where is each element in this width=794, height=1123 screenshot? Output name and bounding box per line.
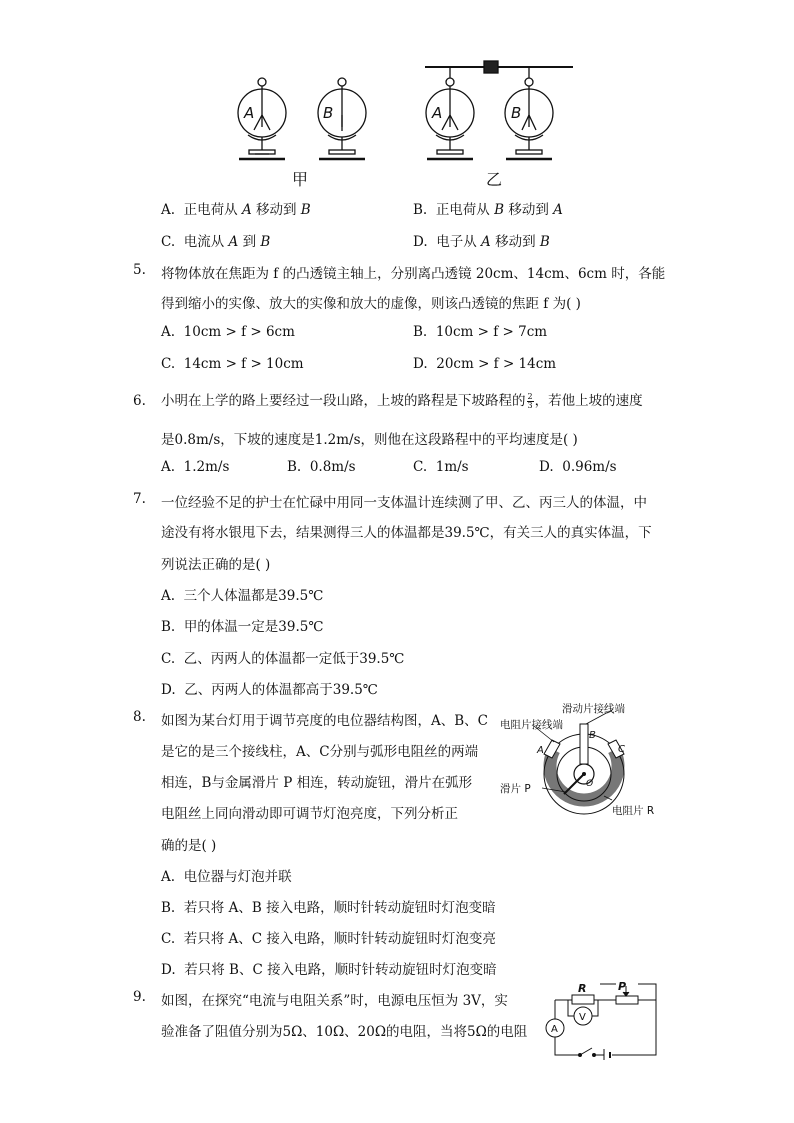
circuit-figure bbox=[540, 980, 662, 1060]
figure-label-yi: 乙 bbox=[486, 170, 503, 189]
q9-line-1: 如图，在探究“电流与电阻关系”时，电源电压恒为 3V，实 bbox=[161, 993, 508, 1009]
q8-line-4: 电阻丝上同向滑动即可调节灯泡亮度，下列分析正 bbox=[161, 806, 458, 822]
label-center-o: O bbox=[586, 779, 594, 789]
q8-option-c: C. 若只将 A、C 接入电路，顺时针转动旋钮时灯泡变亮 bbox=[161, 931, 496, 947]
q7-option-d: D. 乙、丙两人的体温都高于39.5℃ bbox=[161, 682, 378, 698]
q6-line-2: 是0.8m/s，下坡的速度是1.2m/s，则他在这段路程中的平均速度是( ) bbox=[161, 432, 578, 448]
label-resistor: 电阻片 R bbox=[612, 805, 655, 817]
q5-line-2: 得到缩小的实像、放大的实像和放大的虚像，则该凸透镜的焦距 f 为( ) bbox=[161, 296, 581, 312]
label-resistor-terminal: 电阻片接线端 bbox=[500, 719, 563, 731]
sphere-label-b: B bbox=[323, 104, 334, 122]
label-slider-terminal: 滑动片接线端 bbox=[562, 703, 625, 715]
q8-option-b: B. 若只将 A、B 接入电路，顺时针转动旋钮时灯泡变暗 bbox=[161, 900, 496, 916]
q5-option-a: A. 10cm > f > 6cm bbox=[161, 324, 295, 340]
q7-option-b: B. 甲的体温一定是39.5℃ bbox=[161, 619, 324, 635]
q5-line-1: 将物体放在焦距为 f 的凸透镜主轴上，分别离凸透镜 20cm、14cm、6cm 时，各能 bbox=[161, 266, 666, 282]
q7-number: 7. bbox=[133, 491, 146, 507]
circuit-label-p: P bbox=[618, 980, 627, 993]
q8-option-d: D. 若只将 B、C 接入电路，顺时针转动旋钮时灯泡变暗 bbox=[161, 962, 497, 978]
potentiometer-figure bbox=[500, 700, 670, 820]
figure-label-jia: 甲 bbox=[292, 170, 309, 189]
label-slider: 滑片 P bbox=[500, 783, 531, 795]
q4-option-a: A. 正电荷从 A 移动到 B bbox=[161, 202, 311, 218]
sphere-label-a: A bbox=[432, 104, 443, 122]
q7-line-1: 一位经验不足的护士在忙碌中用同一支体温计连续测了甲、乙、丙三人的体温，中 bbox=[161, 495, 647, 511]
q6-option-d: D. 0.96m/s bbox=[539, 459, 617, 475]
q7-line-3: 列说法正确的是( ) bbox=[161, 557, 271, 573]
q5-option-d: D. 20cm > f > 14cm bbox=[413, 356, 557, 372]
label-terminal-c: C bbox=[618, 744, 625, 755]
sphere-label-b: B bbox=[511, 104, 522, 122]
q7-option-a: A. 三个人体温都是39.5℃ bbox=[161, 588, 324, 604]
circuit-label-r: R bbox=[578, 982, 587, 995]
q6-option-a: A. 1.2m/s bbox=[161, 459, 230, 475]
q9-line-2: 验准备了阻值分别为5Ω、10Ω、20Ω的电阻，当将5Ω的电阻 bbox=[161, 1024, 528, 1040]
q5-number: 5. bbox=[133, 262, 146, 278]
q6-option-c: C. 1m/s bbox=[413, 459, 469, 475]
q4-option-c: C. 电流从 A 到 B bbox=[161, 234, 271, 250]
q6-line-1: 小明在上学的路上要经过一段山路，上坡的路程是下坡路程的 $\frac{2}{3}$ ，若他上坡的速度 bbox=[161, 392, 643, 410]
fraction-two-thirds: $\frac{2}{3}$ bbox=[527, 392, 533, 410]
label-terminal-b: B bbox=[589, 730, 596, 741]
q8-line-2: 是它的是三个接线柱，A、C分别与弧形电阻丝的两端 bbox=[161, 744, 479, 760]
q7-option-c: C. 乙、丙两人的体温都一定低于39.5℃ bbox=[161, 651, 405, 667]
q8-number: 8. bbox=[133, 709, 146, 725]
q8-option-a: A. 电位器与灯泡并联 bbox=[161, 869, 292, 885]
label-terminal-a: A bbox=[537, 745, 544, 756]
q8-line-5: 确的是( ) bbox=[161, 838, 217, 854]
electroscope-figure bbox=[225, 55, 585, 190]
circuit-label-a: A bbox=[551, 1024, 558, 1035]
q8-line-1: 如图为某台灯用于调节亮度的电位器结构图，A、B、C bbox=[161, 713, 488, 729]
q5-option-c: C. 14cm > f > 10cm bbox=[161, 356, 304, 372]
q7-line-2: 途没有将水银甩下去，结果测得三人的体温都是39.5℃，有关三人的真实体温，下 bbox=[161, 525, 652, 541]
q4-option-d: D. 电子从 A 移动到 B bbox=[413, 234, 550, 250]
q9-number: 9. bbox=[133, 989, 146, 1005]
q8-line-3: 相连，B与金属滑片 P 相连，转动旋钮，滑片在弧形 bbox=[161, 775, 473, 791]
q4-option-b: B. 正电荷从 B 移动到 A bbox=[413, 202, 563, 218]
q5-option-b: B. 10cm > f > 7cm bbox=[413, 324, 548, 340]
sphere-label-a: A bbox=[244, 104, 255, 122]
q6-number: 6. bbox=[133, 393, 146, 409]
circuit-label-v: V bbox=[579, 1012, 586, 1023]
q6-option-b: B. 0.8m/s bbox=[287, 459, 356, 475]
